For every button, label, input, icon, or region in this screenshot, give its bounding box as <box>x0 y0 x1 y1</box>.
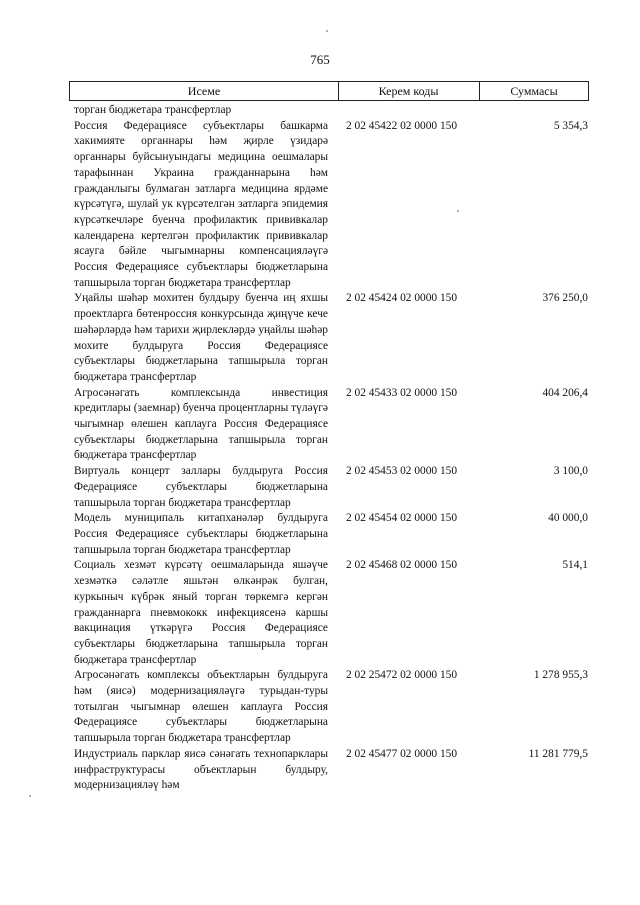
row-name: Социаль хезмәт күрсәтү оешмаларында яшәүче хезмәткә сәләтле яшьтән өлкәнрәк булган, куркыныч күбрәк яный торган төркемгә кергән гражданнарга пневмококк инфекциясенә каршы вакцинация үткәрүгә Россия Федерациясе субъектлары бюджетларына тапшырыла торган бюджетара трансфертлар <box>74 559 328 666</box>
row-code: 2 02 45468 02 0000 150 <box>346 559 458 572</box>
row-sum: 514,1 <box>562 559 588 572</box>
row-code: 2 02 45433 02 0000 150 <box>346 386 458 399</box>
row-sum: 40 000,0 <box>548 512 588 525</box>
page-number: 765 <box>310 52 330 67</box>
table-row <box>74 558 588 668</box>
header-name: Исеме <box>70 82 339 100</box>
header-sum: Суммасы <box>510 84 558 98</box>
row-sum: 3 100,0 <box>553 465 588 478</box>
row-code: 2 02 45453 02 0000 150 <box>346 465 458 478</box>
row-name: Агросәнәгать комплексында инвестиция кредитлары (заемнар) буенча процентларны түләүгә чыгымнар өлешен каплауга Россия Федерациясе субъектлары бюджетларына тапшырыла торган бюджетара трансфертлар <box>74 386 328 462</box>
scan-speck <box>29 795 31 797</box>
row-name: Модель муниципаль китапханәләр булдыруга Россия Федерациясе субъектлары бюджетларына тапшырыла торган бюджетара трансфертлар <box>74 512 328 556</box>
row-name: Россия Федерациясе субъектлары башкарма хакимияте органнары һәм җирле үзидарә органнары буйсынуындагы медицина оешмалары тарафыннан Украина гражданнарына һәм гражданлыгы булмаган затларга медицина ярдәме күрсәтүгә, шулай ук күрсәтелгән затларга эпидемия күрсәткечләре буенча профилактик прививкалар календарена кертелгән профилактик прививкалар ясауга бәйле чыгымнарны компенсацияләүгә Россия Федерациясе субъектлары бюджетларына тапшырыла торган бюджетара трансфертлар <box>74 119 328 289</box>
table-body <box>74 103 588 794</box>
table-header <box>69 81 589 101</box>
row-sum: 404 206,4 <box>542 386 588 399</box>
table-row <box>74 464 588 511</box>
row-sum: 11 281 779,5 <box>528 747 588 760</box>
table-row <box>74 103 588 119</box>
row-name: торган бюджетара трансфертлар <box>74 104 232 116</box>
row-code: 2 02 25472 02 0000 150 <box>346 669 458 682</box>
table-row <box>74 386 588 465</box>
row-code <box>328 103 478 119</box>
row-code: 2 02 45422 02 0000 150 <box>346 119 458 132</box>
row-sum: 5 354,3 <box>553 119 588 132</box>
header-code: Керем коды <box>338 82 480 100</box>
row-sum <box>478 103 588 119</box>
row-name: Индустриаль парклар яисә сәнәгать технопарклары инфраструктурасы объектларын булдыру, модернизацияләү һәм <box>74 747 328 792</box>
row-name: Уңайлы шәһәр мохитен булдыру буенча иң яхшы проектларга бөтенроссия конкурсында җиңүче кече шәһәрләрдә һәм тарихи җирлекләрдә уңайлы шәһәр мохите булдыруга Россия Федерациясе субъектлары бюджетларына тапшырыла торган бюджетара трансфертлар <box>74 292 328 383</box>
row-name: Агросәнәгать комплексы объектларын булдыруга һәм (яисә) модернизацияләүгә турыдан-туры тотылган чыгымнар өлешен каплауга Россия Федерациясе субъектлары бюджетларына тапшырыла торган бюджетара трансфертлар <box>74 669 328 745</box>
table-row <box>74 291 588 385</box>
row-code: 2 02 45454 02 0000 150 <box>346 512 458 525</box>
row-code: 2 02 45477 02 0000 150 <box>346 747 458 760</box>
row-code: 2 02 45424 02 0000 150 <box>346 292 458 305</box>
table-row <box>74 668 588 747</box>
table-row <box>74 511 588 558</box>
row-sum: 376 250,0 <box>542 292 588 305</box>
row-name: Виртуаль концерт заллары булдыруга Россия Федерациясе субъектлары бюджетларына тапшырыла торган бюджетара трансфертлар <box>74 465 328 509</box>
table-row <box>74 747 588 794</box>
table-row <box>74 119 588 292</box>
scan-speck <box>326 30 328 32</box>
row-sum: 1 278 955,3 <box>533 669 588 682</box>
scan-speck <box>457 210 459 212</box>
